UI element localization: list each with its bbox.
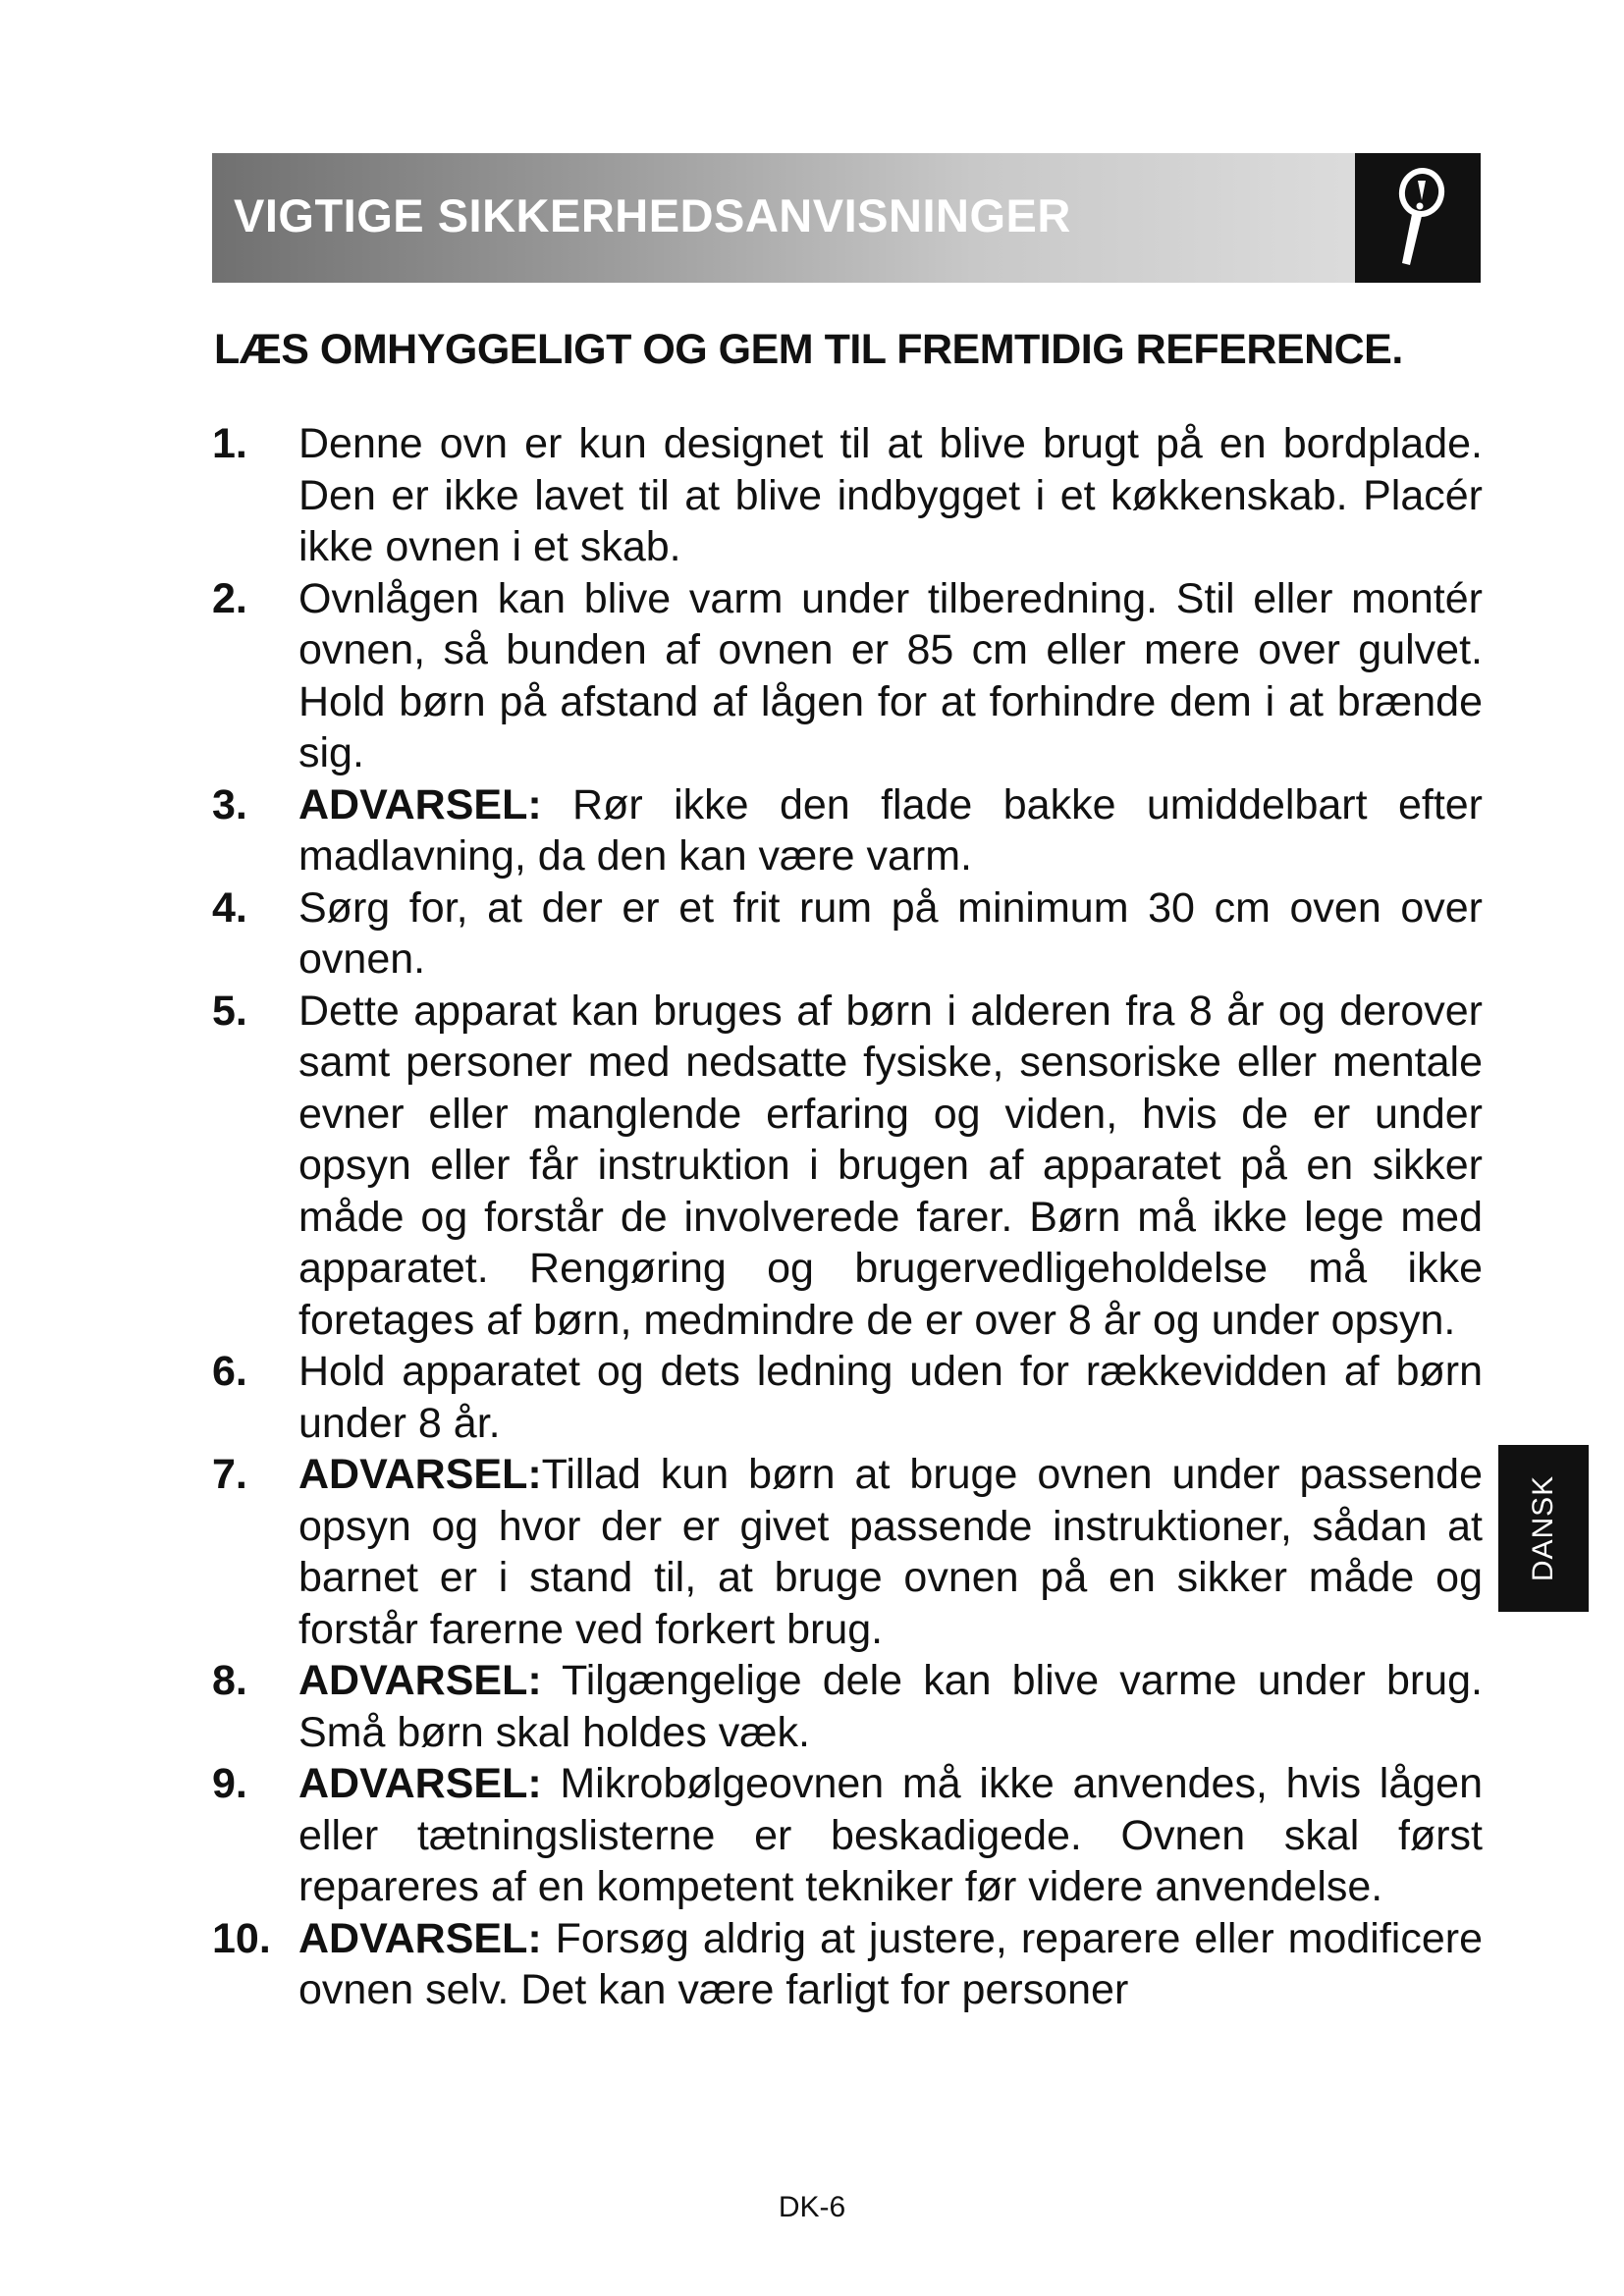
section-title: VIGTIGE SIKKERHEDSANVISNINGER [234,189,1071,241]
header-icon-box [1355,153,1481,283]
item-text: Tillad kun børn at bruge ovnen under passende opsyn og hvor der er givet passende instruktioner, sådan at barnet er i stand til, at bruge ovnen på en sikker måde og forstår farerne ved forkert brug. [298,1451,1483,1653]
reference-subtitle: LÆS OMHYGGELIGT OG GEM TIL FREMTIDIG REFERENCE. [214,326,1403,373]
page-number: DK-6 [778,2191,846,2223]
item-text: Rør ikke den flade bakke umiddelbart efter madlavning, da den kan være varm. [298,780,1483,880]
info-icon [1382,167,1453,269]
item-number: 8. [212,1657,247,1704]
item-number: 9. [212,1760,247,1807]
language-tab [1498,1445,1589,1612]
warning-label: ADVARSEL: [298,1760,542,1807]
item-number: 4. [212,883,247,932]
list-item [212,1655,1483,1758]
list-item [212,573,1483,779]
item-text: Ovnlågen kan blive varm under tilberedning. Stil eller montér ovnen, så bunden af ovnen er 85 cm eller mere over gulvet. Hold børn på afstand af lågen for at forhindre dem i at brænde sig. [298,574,1483,776]
list-item [212,1346,1483,1449]
list-item [212,882,1483,986]
list-item [212,1913,1483,2016]
warning-label: ADVARSEL: [298,1914,542,1962]
warning-label: ADVARSEL: [298,1451,542,1498]
item-number: 10. [212,1914,271,1962]
item-text: Sørg for, at der er et frit rum på minimum 30 cm oven over ovnen. [298,883,1483,983]
item-text: Forsøg aldrig at justere, reparere eller modificere ovnen selv. Det kan være farligt for personer [298,1914,1483,2013]
list-item [212,986,1483,1347]
list-item [212,418,1483,573]
language-tab-label: DANSK [1527,1474,1559,1582]
item-text: Denne ovn er kun designet til at blive brugt på en bordplade. Den er ikke lavet til at blive indbygget i et køkkenskab. Placér ikke ovnen i et skab. [298,420,1483,570]
item-text: Dette apparat kan bruges af børn i alderen fra 8 år og derover samt personer med nedsatte fysiske, sensoriske eller mentale evner eller manglende erfaring og viden, hvis de er under opsyn eller får instruktion i brugen af apparatet på en sikker måde og forstår de involverede farer. Børn må ikke lege med apparatet. Rengøring og brugervedligeholdelse må ikke foretages af børn, medmindre de er over 8 år og under opsyn. [298,987,1483,1344]
item-text: Hold apparatet og dets ledning uden for rækkevidden af børn under 8 år. [298,1348,1483,1447]
item-text: Mikrobølgeovnen må ikke anvendes, hvis lågen eller tætningslisterne er beskadigede. Ovnen skal først repareres af en kompetent tekniker før videre anvendelse. [298,1760,1483,1910]
item-number: 3. [212,780,247,828]
list-item [212,779,1483,882]
item-number: 2. [212,574,247,622]
item-number: 1. [212,420,247,467]
item-number: 6. [212,1348,247,1395]
section-header [212,153,1481,283]
list-item [212,1449,1483,1655]
item-number: 5. [212,987,247,1035]
warning-label: ADVARSEL: [298,780,542,828]
list-item [212,1758,1483,1913]
safety-instructions-list [212,418,1483,2016]
item-text: Tilgængelige dele kan blive varme under brug. Små børn skal holdes væk. [298,1657,1483,1756]
warning-label: ADVARSEL: [298,1657,542,1704]
item-number: 7. [212,1451,247,1498]
